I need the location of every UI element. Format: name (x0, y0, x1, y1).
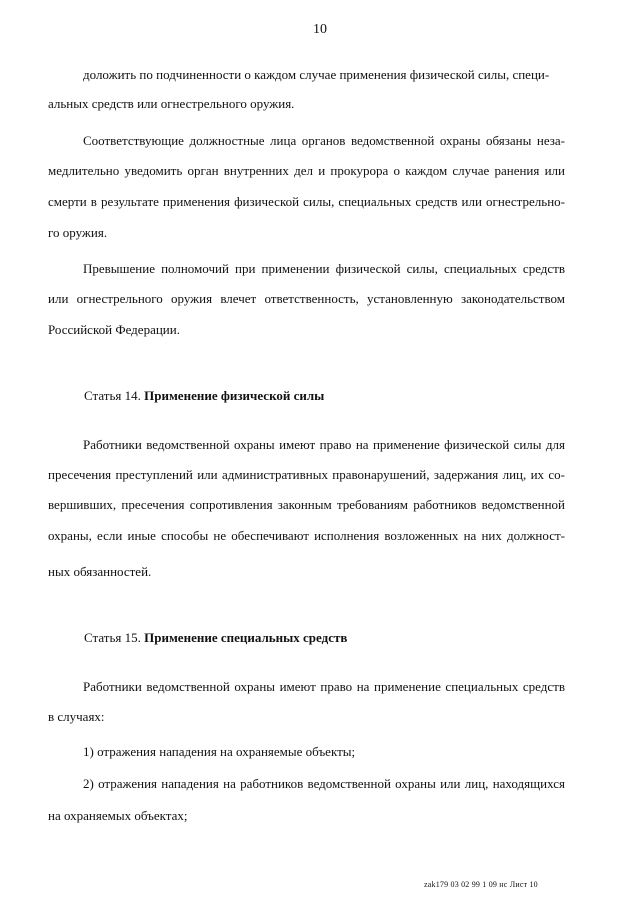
article-14-title: Применение физической силы (144, 388, 325, 403)
article-15-item-2-cont: на охраняемых объектах; (48, 808, 188, 823)
article-15-number: Статья 15. (84, 630, 141, 645)
para2-line-1: Соответствующие должностные лица органов ведомственной охраны обязаны неза- (83, 133, 565, 148)
article-15-title: Применение специальных средств (144, 630, 348, 645)
article-14-number: Статья 14. (84, 388, 141, 403)
article-14-line-5: ных обязанностей. (48, 564, 152, 579)
article-15-item-2: 2) отражения нападения на работников ведомственной охраны или лиц, находящихся (83, 776, 565, 791)
para3-line-1: Превышение полномочий при применении физической силы, специальных средств (83, 261, 565, 276)
article-14-line-3: вершивших, пресечения сопротивления законным требованиям работников ведомственной (48, 497, 565, 512)
article-15-line-1: Работники ведомственной охраны имеют право на применение специальных средств (83, 679, 565, 694)
article-14-line-4: охраны, если иные способы не обеспечивают исполнения возложенных на них должност- (48, 528, 565, 543)
para3-line-3: Российской Федерации. (48, 322, 180, 337)
article-14-heading (84, 388, 324, 404)
article-14-line-1: Работники ведомственной охраны имеют право на применение физической силы для (83, 437, 565, 452)
para3-line-2: или огнестрельного оружия влечет ответственность, установленную законодательством (48, 291, 565, 306)
article-15-item-1: 1) отражения нападения на охраняемые объекты; (83, 744, 356, 759)
para1-line-2: альных средств или огнестрельного оружия. (48, 96, 295, 111)
para2-line-4: го оружия. (48, 225, 108, 240)
para1-line-1: доложить по подчиненности о каждом случае применения физической силы, специ- (83, 67, 550, 82)
page-number: 10 (313, 22, 327, 37)
para2-line-2: медлительно уведомить орган внутренних дел и прокурора о каждом случае ранения или (48, 163, 565, 178)
para2-line-3: смерти в результате применения физической силы, специальных средств или огнестрельно- (48, 194, 565, 209)
article-15-heading (84, 630, 347, 646)
footer-stamp: zak179 03 02 99 1 09 нс Лист 10 (424, 880, 538, 889)
article-15-line-2: в случаях: (48, 709, 105, 724)
article-14-line-2: пресечения преступлений или административных правонарушений, задержания лиц, их со- (48, 467, 565, 482)
